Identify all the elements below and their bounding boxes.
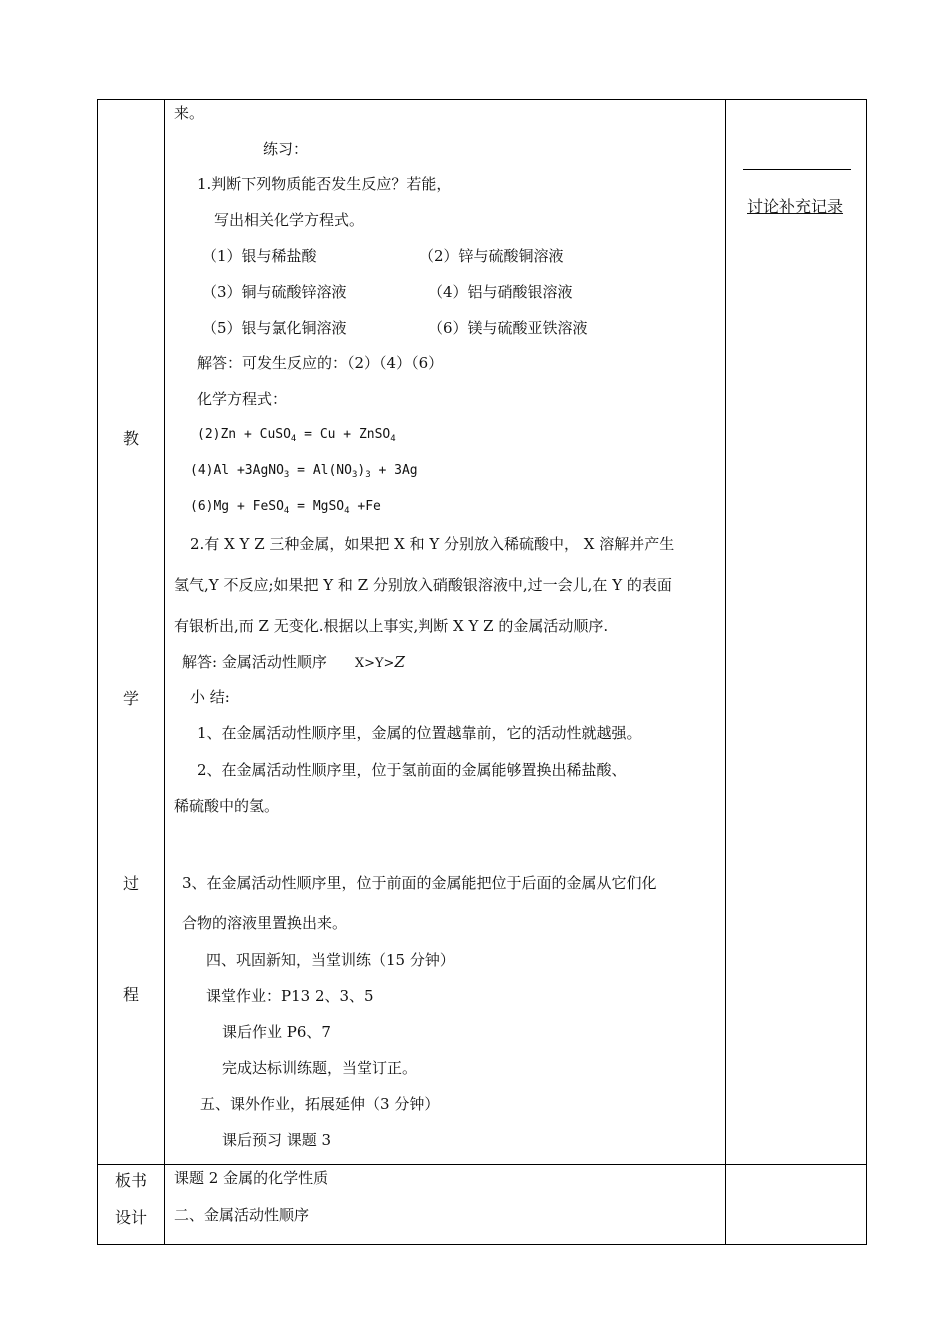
equation-4: (4)Al +3AgNO$_3$ = $Al(NO_3)_3 + 3Ag$ (190, 463, 418, 480)
board-line-1: 课题 2 金属的化学性质 (174, 1169, 329, 1187)
board-label-1: 板书 (114, 1171, 147, 1190)
exercise-heading: 练习： (263, 140, 309, 158)
question-2-line-2: 氢气,Y 不反应;如果把 Y 和 Z 分别放入硝酸银溶液中,过一会儿,在 Y 的表面 (174, 576, 672, 594)
preview: 课后预习 课题 3 (222, 1131, 332, 1149)
question-2-line-1: 2.有 X Y Z 三种金属，如果把 X 和 Y 分别放入稀硫酸中， X 溶解并产生 (190, 535, 675, 553)
answer-2: 解答: 金属活动性顺序 X>Y>Z (182, 653, 405, 671)
lesson-table (97, 99, 867, 1245)
column-divider-left (164, 100, 165, 1244)
equations-heading: 化学方程式： (197, 390, 288, 408)
option-4: （4）铝与硝酸银溶液 (428, 283, 573, 301)
homework: 课后作业 P6、7 (222, 1023, 331, 1041)
label-guo: 过 (122, 874, 139, 893)
answer-1: 解答：可发生反应的：（2）（4）（6） (197, 354, 444, 372)
board-label-2: 设计 (114, 1208, 147, 1227)
option-1: （1）银与稀盐酸 (202, 247, 317, 265)
section-five: 五、课外作业，拓展延伸（3 分钟） (200, 1095, 440, 1113)
option-2: （2）锌与硫酸铜溶液 (419, 247, 564, 265)
summary-heading: 小 结: (190, 688, 230, 706)
summary-2-line-1: 2、在金属活动性顺序里，位于氢前面的金属能够置换出稀盐酸、 (197, 761, 627, 779)
board-line-2: 二、金属活动性顺序 (174, 1206, 310, 1224)
summary-3-line-2: 合物的溶液里置换出来。 (182, 914, 348, 932)
side-note-rule (743, 169, 851, 170)
summary-2-line-2: 稀硫酸中的氢。 (174, 797, 280, 815)
section-four: 四、巩固新知，当堂训练（15 分钟） (206, 951, 455, 969)
equation-6: (6)Mg + FeSO$_4$ = MgSO$_4$ +Fe (190, 499, 381, 516)
label-cheng: 程 (122, 985, 139, 1004)
question-1: 1.判断下列物质能否发生反应？若能， (197, 175, 452, 193)
content-line: 来。 (174, 104, 205, 122)
classwork: 课堂作业：P13 2、3、5 (206, 987, 374, 1005)
side-note: 讨论补充记录 (747, 197, 844, 216)
equation-2: (2)Zn + CuSO$_4$ = Cu + ZnSO$_4$ (197, 427, 396, 444)
label-xue: 学 (122, 689, 139, 708)
label-jiao: 教 (122, 429, 139, 448)
summary-3-line-1: 3、在金属活动性顺序里，位于前面的金属能把位于后面的金属从它们化 (182, 874, 657, 892)
option-5: （5）银与氯化铜溶液 (202, 319, 347, 337)
summary-1: 1、在金属活动性顺序里，金属的位置越靠前，它的活动性就越强。 (197, 724, 642, 742)
question-2-line-3: 有银析出,而 Z 无变化.根据以上事实,判断 X Y Z 的金属活动顺序. (174, 617, 609, 635)
training: 完成达标训练题，当堂订正。 (222, 1059, 418, 1077)
question-1-instruction: 写出相关化学方程式。 (214, 211, 365, 229)
row-divider-board (98, 1164, 866, 1165)
option-6: （6）镁与硫酸亚铁溶液 (428, 319, 588, 337)
column-divider-right (725, 100, 726, 1244)
option-3: （3）铜与硫酸锌溶液 (202, 283, 347, 301)
